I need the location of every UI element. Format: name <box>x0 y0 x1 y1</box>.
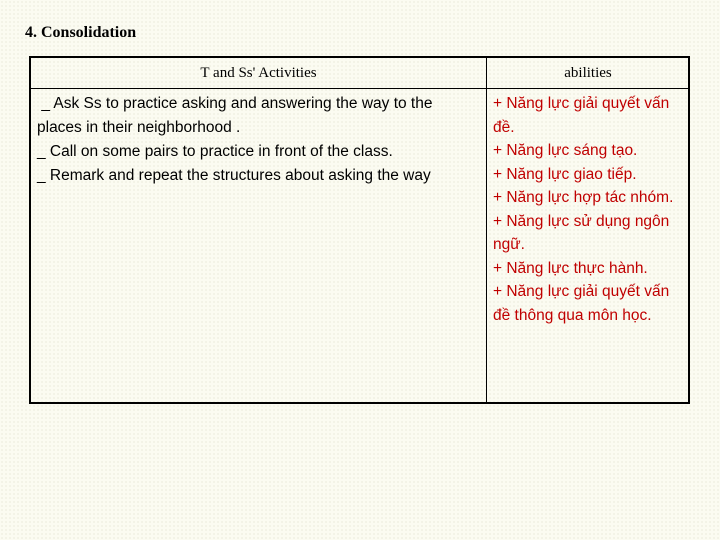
section-heading: 4. Consolidation <box>25 24 137 41</box>
ability-item: + Năng lực sử dụng ngôn ngữ. <box>493 212 674 253</box>
ability-item: + Năng lực sáng tạo. <box>493 142 638 159</box>
ability-item: + Năng lực hợp tác nhóm. <box>493 189 674 206</box>
ability-item: + Năng lực thực hành. <box>493 259 648 277</box>
activity-item: _ Remark and repeat the structures about asking the way <box>37 167 431 184</box>
header-activities: T and Ss' Activities <box>200 65 317 81</box>
header-divider <box>31 88 688 89</box>
header-abilities: abilities <box>564 65 612 81</box>
ability-item: + Năng lực giải quyết vấn đề. <box>493 95 674 136</box>
abilities-cell <box>493 92 683 327</box>
activities-cell <box>37 92 477 188</box>
consolidation-table <box>29 56 690 404</box>
column-divider <box>486 58 487 402</box>
activity-item: _ Ask Ss to practice asking and answering the way to the places in their neighborhood . <box>37 95 437 136</box>
ability-item: + Năng lực giải quyết vấn đề thông qua môn học. <box>493 283 674 324</box>
activity-item: _ Call on some pairs to practice in front of the class. <box>37 143 393 160</box>
ability-item: + Năng lực giao tiếp. <box>493 165 637 183</box>
